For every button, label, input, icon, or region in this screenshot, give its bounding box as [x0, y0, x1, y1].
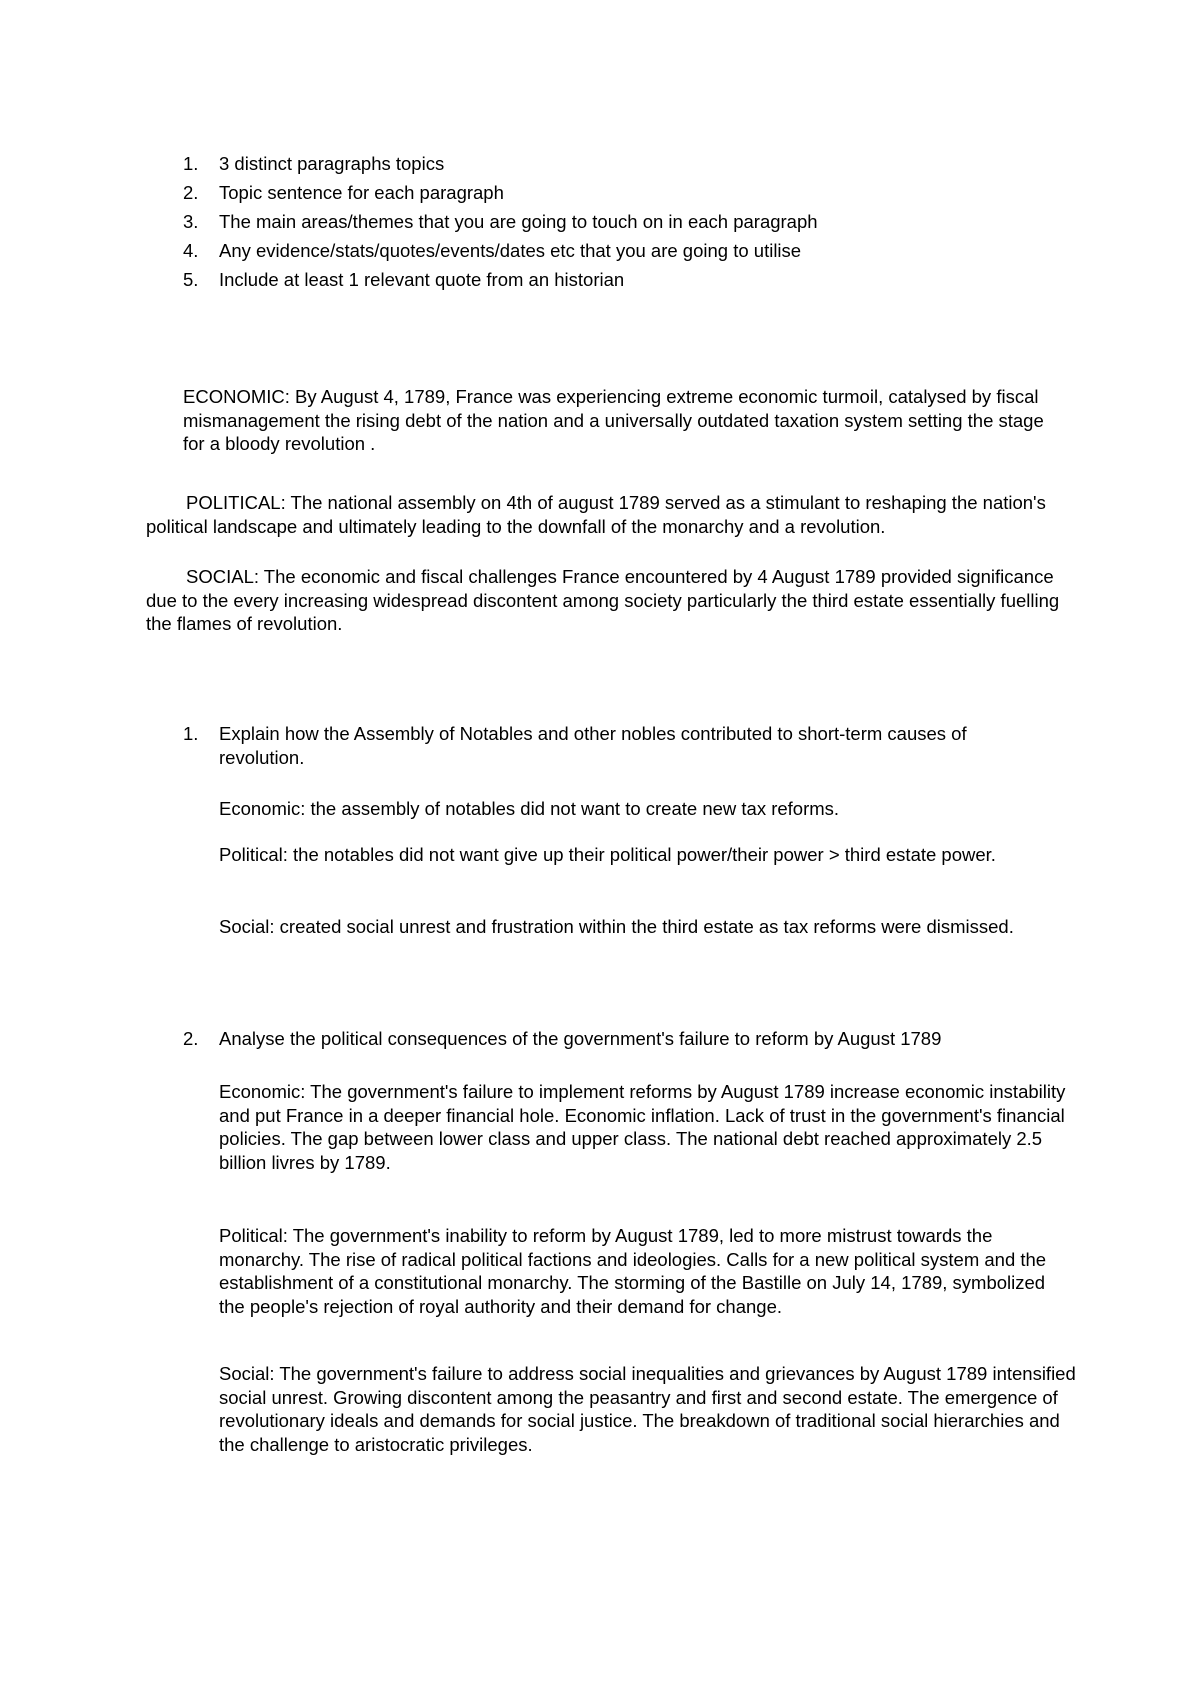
list-number: 2. [183, 182, 199, 203]
list-number: 4. [183, 240, 199, 261]
list-text: Topic sentence for each paragraph [219, 182, 504, 203]
q1-economic-answer: Economic: the assembly of notables did not want to create new tax reforms. [219, 798, 840, 819]
list-item [0, 268, 1200, 297]
question-2-heading [0, 1027, 1200, 1074]
q2-social-answer: Social: The government's failure to address social inequalities and grievances by August 1789 intensified social unrest. Growing discontent among the peasantry and first and second estate. The emergence of revolutionary ideals and demands for social justice. The breakdown of traditional social hierarchies and the challenge to aristocratic privileges. [219, 1363, 1076, 1455]
list-number: 1. [183, 153, 199, 174]
question-2-block [0, 1027, 1200, 1455]
question-number: 2. [183, 1028, 199, 1049]
q1-social-answer: Social: created social unrest and frustration within the third estate as tax reforms were dismissed. [219, 916, 1014, 937]
political-topic-paragraph: POLITICAL: The national assembly on 4th of august 1789 served as a stimulant to reshaping the nation's political landscape and ultimately leading to the downfall of the monarchy and a revolution. [146, 492, 1046, 537]
question-number: 1. [183, 723, 199, 744]
list-number: 5. [183, 269, 199, 290]
q2-economic-answer: Economic: The government's failure to implement reforms by August 1789 increase economic instability and put France in a deeper financial hole. Economic inflation. Lack of trust in the government's financial policies. The gap between lower class and upper class. The national debt reached approximately 2.5 billion livres by 1789. [219, 1081, 1066, 1173]
requirements-list [0, 152, 1200, 297]
question-1-block [0, 722, 1200, 937]
list-item [0, 152, 1200, 181]
question-1-heading [0, 722, 1200, 769]
list-text: Include at least 1 relevant quote from an historian [219, 269, 625, 290]
list-item [0, 210, 1200, 239]
question-text: Explain how the Assembly of Notables and other nobles contributed to short-term causes of revolution. [219, 723, 967, 768]
list-item [0, 181, 1200, 210]
q2-political-answer: Political: The government's inability to reform by August 1789, led to more mistrust towards the monarchy. The rise of radical political factions and ideologies. Calls for a new political system and the establishment of a constitutional monarchy. The storming of the Bastille on July 14, 1789, symbolized the people's rejection of royal authority and their demand for change. [219, 1225, 1047, 1317]
list-number: 3. [183, 211, 199, 232]
list-item [0, 239, 1200, 268]
list-text: 3 distinct paragraphs topics [219, 153, 445, 174]
list-text: The main areas/themes that you are going to touch on in each paragraph [219, 211, 818, 232]
q1-political-answer: Political: the notables did not want give up their political power/their power > third estate power. [219, 844, 996, 865]
list-text: Any evidence/stats/quotes/events/dates etc that you are going to utilise [219, 240, 802, 261]
social-topic-paragraph: SOCIAL: The economic and fiscal challenges France encountered by 4 August 1789 provided significance due to the every increasing widespread discontent among society particularly the third estate essentially fuelling the flames of revolution. [146, 566, 1060, 634]
question-text: Analyse the political consequences of the government's failure to reform by August 1789 [219, 1028, 942, 1049]
economic-topic-paragraph: ECONOMIC: By August 4, 1789, France was experiencing extreme economic turmoil, catalysed by fiscal mismanagement the rising debt of the nation and a universally outdated taxation system setting the stage for a bloody revolution . [183, 386, 1044, 454]
